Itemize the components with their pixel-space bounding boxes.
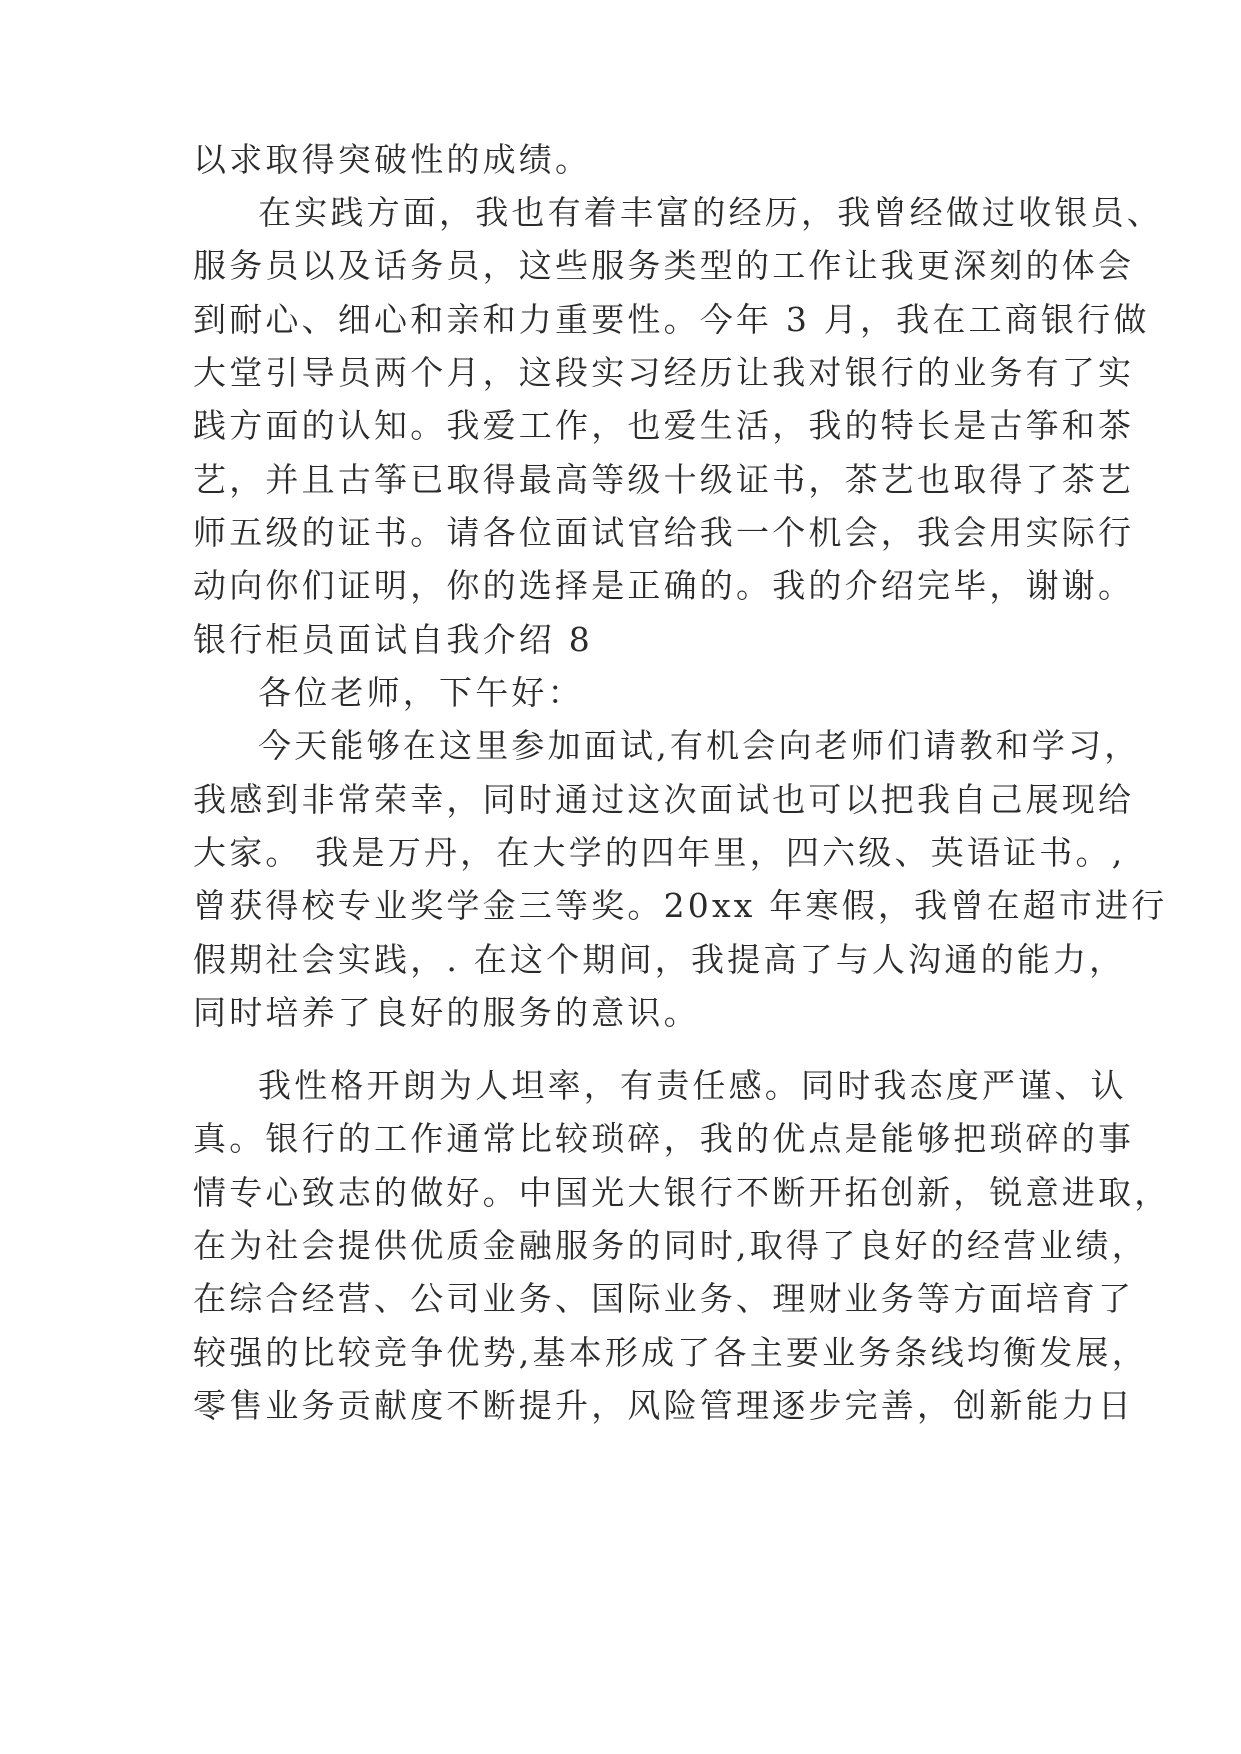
text-line: 情专心致志的做好。中国光大银行不断开拓创新，锐意进取， [193,1173,1171,1212]
text-line: 到耐心、细心和亲和力重要性。今年 3 月，我在工商银行做 [193,300,1150,339]
text-line: 大堂引导员两个月，这段实习经历让我对银行的业务有了实 [193,353,1135,392]
text-line: 动向你们证明，你的选择是正确的。我的介绍完毕，谢谢。 [193,566,1135,605]
text-line: 零售业务贡献度不断提升，风险管理逐步完善，创新能力日 [193,1386,1135,1425]
text-line: 我感到非常荣幸，同时通过这次面试也可以把我自己展现给 [193,780,1135,819]
text-line: 在综合经营、公司业务、国际业务、理财业务等方面培育了 [193,1279,1135,1318]
text-line: 在为社会提供优质金融服务的同时,取得了良好的经营业绩， [193,1226,1148,1265]
text-line: 大家。 我是万丹，在大学的四年里，四六级、英语证书。, [193,833,1126,872]
section-heading: 银行柜员面试自我介绍 8 [193,620,593,659]
text-line: 较强的比较竞争优势,基本形成了各主要业务条线均衡发展， [193,1333,1148,1372]
text-line: 真。银行的工作通常比较琐碎，我的优点是能够把琐碎的事 [193,1119,1135,1158]
text-line: 假期社会实践，. 在这个期间，我提高了与人沟通的能力， [193,940,1126,979]
text-line: 践方面的认知。我爱工作，也爱生活，我的特长是古筝和茶 [193,406,1135,445]
text-line: 曾获得校专业奖学金三等奖。20xx 年寒假，我曾在超市进行 [193,886,1168,925]
text-line: 艺，并且古筝已取得最高等级十级证书，茶艺也取得了茶艺 [193,460,1135,499]
text-line: 以求取得突破性的成绩。 [193,140,592,179]
text-line: 在实践方面，我也有着丰富的经历，我曾经做过收银员、 [258,193,1163,232]
text-line: 我性格开朗为人坦率，有责任感。同时我态度严谨、认 [258,1066,1127,1105]
text-line: 同时培养了良好的服务的意识。 [193,993,700,1032]
text-line: 服务员以及话务员，这些服务类型的工作让我更深刻的体会 [193,246,1135,285]
text-line: 今天能够在这里参加面试,有机会向老师们请教和学习， [258,726,1141,765]
greeting-line: 各位老师，下午好： [258,673,584,712]
text-line: 师五级的证书。请各位面试官给我一个机会，我会用实际行 [193,513,1135,552]
